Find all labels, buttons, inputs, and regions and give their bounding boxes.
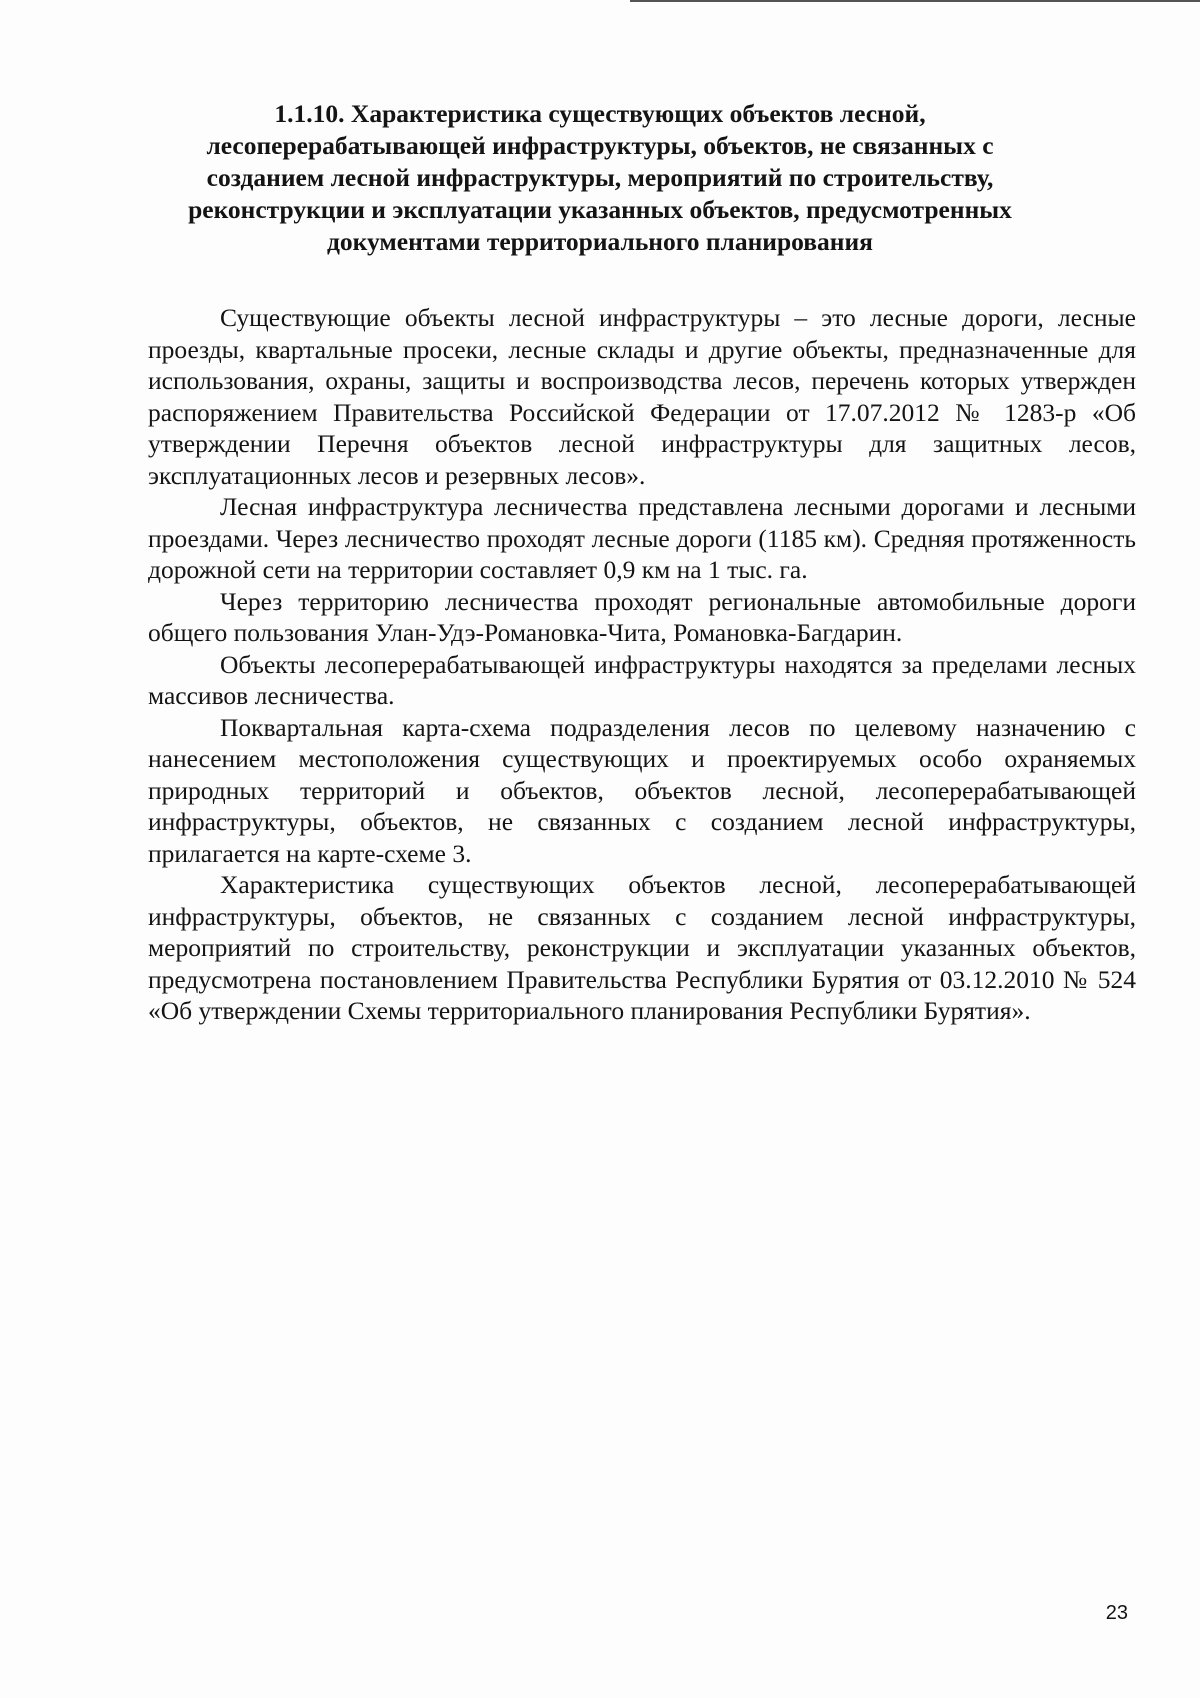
scan-edge-line (630, 0, 1200, 2)
body-text (148, 302, 1136, 1027)
paragraph-forest-roads: Лесная инфраструктура лесничества представлена лесными дорогами и лесными проездами. Через лесничество проходят лесные дороги (1185 км). Средняя протяженность дорожной сети на территории составляет 0,9 км на 1 тыс. га. (148, 492, 1136, 584)
paragraph-processing-objects: Объекты лесоперерабатывающей инфраструктуры находятся за пределами лесных массивов лесничества. (148, 649, 1136, 710)
page-number: 23 (1105, 1602, 1128, 1624)
heading-line: реконструкции и эксплуатации указанных объектов, предусмотренных (188, 195, 1012, 224)
heading-line: лесоперерабатывающей инфраструктуры, объектов, не связанных с (206, 131, 994, 160)
heading-line: созданием лесной инфраструктуры, мероприятий по строительству, (206, 163, 994, 192)
paragraph-map-scheme: Поквартальная карта-схема подразделения лесов по целевому назначению с нанесением местоположения существующих и проектируемых особо охраняемых природных территорий и объектов, объектов лесной, лесоперерабатывающей инфраструктуры, объектов, не связанных с созданием лесной инфраструктуры, прилагается на карте-схеме 3. (148, 712, 1136, 868)
paragraph-infrastructure-definition: Существующие объекты лесной инфраструктуры – это лесные дороги, лесные проезды, квартальные просеки, лесные склады и другие объекты, предназначенные для использования, охраны, защиты и воспроизводства лесов, перечень которых утвержден распоряжением Правительства Российской Федерации от 17.07.2012 № 1283-р «Об утверждении Перечня объектов лесной инфраструктуры для защитных лесов, эксплуатационных лесов и резервных лесов». (148, 303, 1136, 490)
section-heading (150, 98, 1050, 258)
heading-line: 1.1.10. Характеристика существующих объектов лесной, (274, 99, 926, 128)
paragraph-territorial-planning: Характеристика существующих объектов лесной, лесоперерабатывающей инфраструктуры, объектов, не связанных с созданием лесной инфраструктуры, мероприятий по строительству, реконструкции и эксплуатации указанных объектов, предусмотрена постановлением Правительства Республики Бурятия от 03.12.2010 № 524 «Об утверждении Схемы территориального планирования Республики Бурятия». (148, 870, 1136, 1025)
heading-line: документами территориального планирования (327, 227, 873, 256)
paragraph-regional-roads: Через территорию лесничества проходят региональные автомобильные дороги общего пользования Улан-Удэ-Романовка-Чита, Романовка-Багдарин. (148, 586, 1136, 647)
